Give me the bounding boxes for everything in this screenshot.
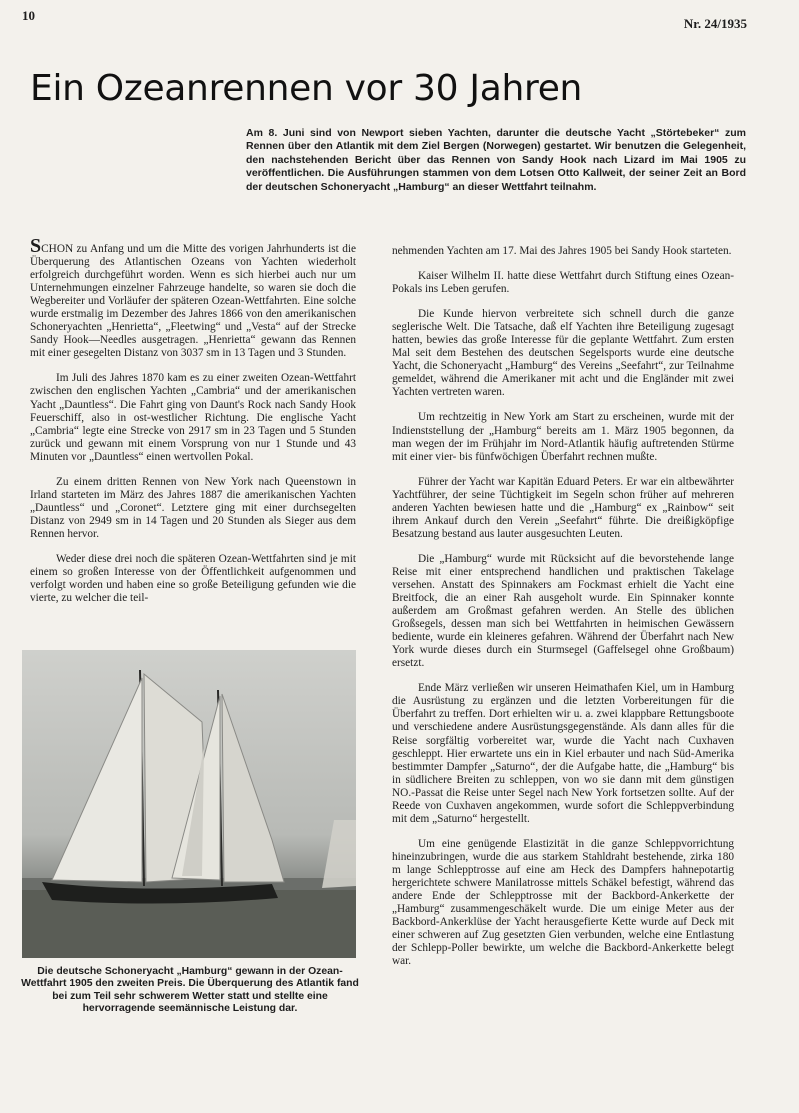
photo-caption: Die deutsche Schoneryacht „Hamburg“ gewann in der Ozean-Wettfahrt 1905 den zweiten Preis. Die Überquerung des Atlantik fand bei zum Teil sehr schwerem Wetter statt und stellte eine hervorragende seemännische Leistung dar. [21,966,359,1015]
left-column [30,235,356,617]
paragraph: Ende März verließen wir unseren Heimathafen Kiel, um in Hamburg die Ausrüstung zu ergänzen und die letzten Vorbereitungen für die Überfahrt zu treffen. Dort erhielten wir u. a. zwei klappbare Rettungsboote und verschiedene andere Ausrüstungsgegenstände. Als dann alles für die Reise sorgfältig vorbereitet war, wurde die Yacht nach Cuxhaven geschleppt. Hier erwartete uns ein in Kiel erbauter und nach Süd-Amerika bestimmter Dampfer „Saturno“, der die Aufgabe hatte, die „Hamburg“ bis in südlichere Breiten zu schleppen, von wo sie dann mit dem günstigen NO.-Passat die Reise unter Segel nach New York fortsetzen sollte. Auf der Reede von Cuxhaven angekommen, wurde sofort die Schleppverbindung mit dem „Saturno“ hergestellt. [392,682,734,825]
paragraph: Die „Hamburg“ wurde mit Rücksicht auf die bevorstehende lange Reise mit einer entsprechend handlichen und praktischen Takelage versehen. Anstatt des Spinnakers am Fockmast erhielt die Yacht eine Breitfock, die an einer Rah ausgeholt wurde. Ein Spinnaker konnte außerdem am Großmast gefahren werden. An Stelle des üblichen Großsegels, dessen man sich bei Wettfahrten in heimischen Gewässern bediente, wurde ein kleineres gefahren. Während der Überfahrt nach New York wurde dieses durch ein Sturmsegel (Gaffelsegel ohne Großbaum) ersetzt. [392,552,734,670]
paragraph [30,235,356,360]
drop-cap: S [30,235,42,257]
article-lead: Am 8. Juni sind von Newport sieben Yachten, darunter die deutsche Yacht „Störtebeker“ zum Rennen über den Atlantik mit dem Ziel Bergen (Norwegen) gestartet. Wir benutzen die Gelegenheit, den nachstehenden Bericht über das Rennen von Sandy Hook nach Lizard im Mai 1905 zu veröffentlichen. Die Ausführungen stammen von dem Lotsen Otto Kallweit, der seiner Zeit an Bord der deutschen Schoneryacht „Hamburg“ an dieser Wettfahrt teilnahm. [246,127,746,193]
paragraph: Kaiser Wilhelm II. hatte diese Wettfahrt durch Stiftung eines Ozean-Pokals ins Leben gerufen. [392,270,734,296]
paragraph: nehmenden Yachten am 17. Mai des Jahres 1905 bei Sandy Hook starteten. [392,245,732,257]
paragraph: Im Juli des Jahres 1870 kam es zu einer zweiten Ozean-Wettfahrt zwischen den englischen Yachten „Cambria“ und der amerikanischen Yacht „Dauntless“. Die Fahrt ging von Daunt's Rock nach Sandy Hook Feuerschiff, also in ost-westlicher Richtung. Die englische Yacht „Cambria“ legte eine Strecke von 2917 sm in 23 Tagen und 5 Stunden zurück und gewann mit einem Vorsprung von nur 1 Stunde und 43 Minuten vor „Dauntless“ einen wertvollen Pokal. [30,372,356,463]
paragraph: Führer der Yacht war Kapitän Eduard Peters. Er war ein altbewährter Yachtführer, der seine Tüchtigkeit im Segeln schon früher auf mehreren anderen Yachten bewiesen hatte und die „Hamburg“ ex „Rainbow“ seit ihrem Ankauf durch den Verein „Seefahrt“ führte. Die dreißigköpfige Besatzung bestand aus lauter ausgesuchten Leuten. [392,475,734,540]
paragraph: Um eine genügende Elastizität in die ganze Schleppvorrichtung hineinzubringen, wurde die aus starkem Stahldraht bestehende, zirka 180 m lange Schlepptrosse auf eine am Heck des Dampfers hahnepotartig hergerichtete schwere Manilatrosse mittels Schäkel befestigt, während das andere Ende der Schlepptrosse mit der Backbord-Ankerkette der „Hamburg“ zusammengeschäkelt wurde. Die um einige Meter aus der Backbord-Ankerklüse der Yacht herausgefierte Kette wurde auf Deck mit einer schweren auf Zug gesetzten Gien verbunden, welche eine Entlastung der Schlepp-Poller bewirkte, um welche die Backbord-Ankerkette belegt war. [392,837,734,968]
paragraph: Die Kunde hiervon verbreitete sich schnell durch die ganze seglerische Welt. Die Tatsache, daß elf Yachten ihre Beteiligung zugesagt hatten, bewies das große Interesse für die geplante Wettfahrt. Zum ersten Mal seit dem Bestehen des deutschen Segelsports wurde eine deutsche Yacht, die Schoneryacht „Hamburg“ des Vereins „Seefahrt“, zur Teilnahme gemeldet, während die Amerikaner mit acht und die Engländer mit zwei Yachten vertreten waren. [392,308,734,399]
paragraph: Um rechtzeitig in New York am Start zu erscheinen, wurde mit der Indienststellung der „Hamburg“ bereits am 1. März 1905 begonnen, da man wegen der im Frühjahr im Nord-Atlantik häufig auftretenden Stürme mit einer vier- bis fünfwöchigen Überfahrt rechnen mußte. [392,411,734,463]
issue-number: Nr. 24/1935 [683,16,747,31]
paragraph-text: CHON zu Anfang und um die Mitte des vorigen Jahrhunderts ist die Überquerung des Atlantischen Ozeans von Yachten wiederholt erfolgreich durchgeführt worden. Wenn es sich hierbei auch nur um Unternehmungen einzelner Fahrzeuge handelte, so waren sie doch die Wegbereiter und Vorläufer der späteren Ozean-Wettfahrten. Eine solche wurde erstmalig im Dezember des Jahres 1866 von den amerikanischen Schoneryachten „Henrietta“, „Fleetwing“ und „Vesta“ auf der Strecke Sandy Hook—Needles ausgetragen. „Henrietta“ gewann das Rennen mit einer gesegelten Distanz von 3037 sm in 13 Tagen und 3 Stunden. [30,243,356,360]
paragraph: Zu einem dritten Rennen von New York nach Queenstown in Irland starteten im März des Jahres 1887 die amerikanischen Yachten „Dauntless“ und „Coronet“. Letztere ging mit einer durchsegelten Distanz von 2949 sm in 14 Tagen und 20 Stunden als Sieger aus dem Rennen hervor. [30,475,356,540]
article-title: Ein Ozeanrennen vor 30 Jahren [30,68,583,109]
paragraph: Weder diese drei noch die späteren Ozean-Wettfahrten sind je mit einem so großen Interesse von der Öffentlichkeit aufgenommen und verfolgt worden und haben eine so große Beteiligung gefunden wie die vierte, zu welcher die teil- [30,552,356,605]
right-column [392,245,734,980]
schooner-photo [22,650,356,958]
page-number: 10 [22,8,35,23]
